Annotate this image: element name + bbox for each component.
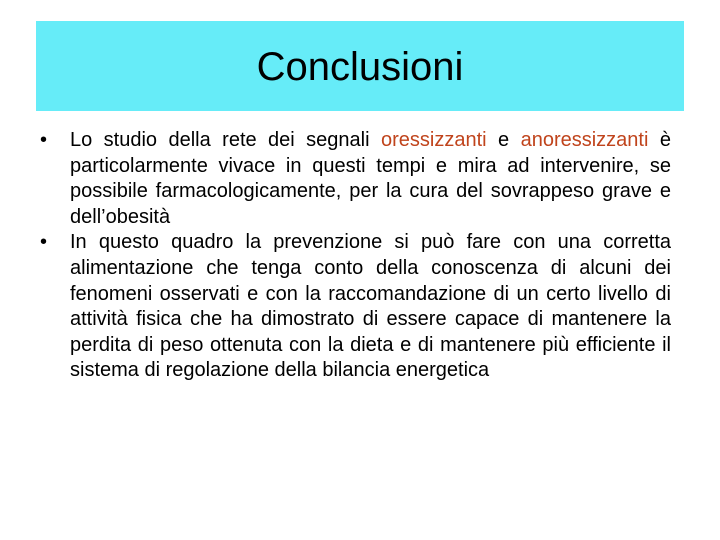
bullet-item-2 <box>40 230 671 384</box>
bullet-1-middle: e <box>486 129 521 151</box>
highlight-anoressizzanti: anoressizzanti <box>520 129 649 151</box>
bullet-1-prefix: Lo studio della rete dei segnali <box>70 129 381 151</box>
highlight-oressizzanti: oressizzanti <box>380 129 487 151</box>
slide-title: Conclusioni <box>256 45 464 89</box>
bullet-marker: • <box>40 129 48 151</box>
title-banner <box>36 21 684 111</box>
bullet-list <box>40 128 671 384</box>
bullet-2-text: In questo quadro la prevenzione si può fare con una corretta alimentazione che tenga conto della conoscenza di alcuni dei fenomeni osservati e con la raccomandazione di un certo livello di attività fisica che ha dimostrato di essere capace di mantenere la perdita di peso ottenuta con la dieta e di mantenere più efficiente il sistema di regolazione della bilancia energetica <box>70 231 671 382</box>
bullet-item-1 <box>40 128 671 230</box>
bullet-1-suffix: è particolarmente vivace in questi tempi e mira ad intervenire, se possibile farmacologicamente, per la cura del sovrappeso grave e dell’obesità <box>70 129 671 228</box>
bullet-marker: • <box>40 231 48 254</box>
